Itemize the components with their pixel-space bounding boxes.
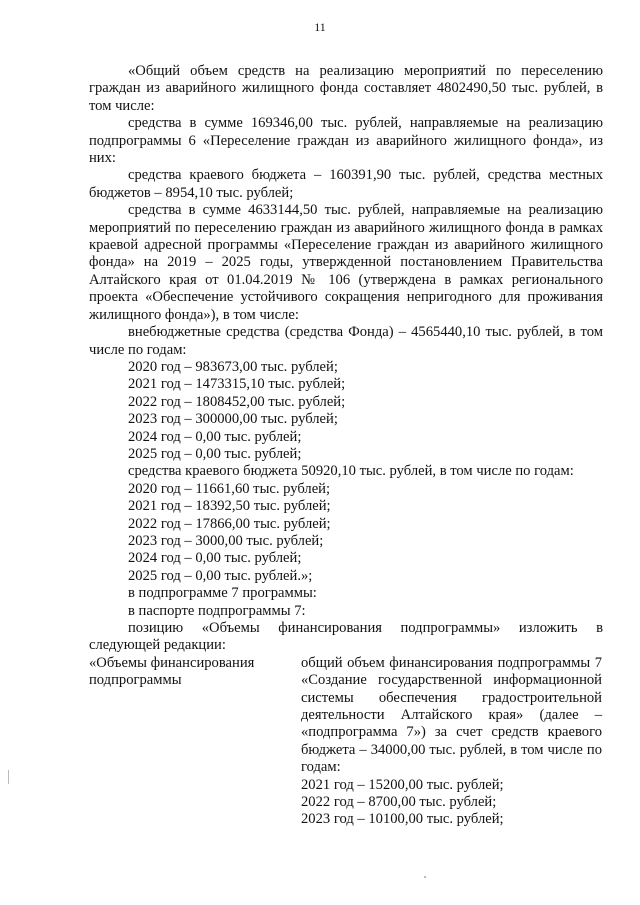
subprogram-7-line: в подпрограмме 7 программы: xyxy=(128,585,317,602)
table-year-item: 2021 год – 15200,00 тыс. рублей; xyxy=(301,776,504,793)
list-item: 2024 год – 0,00 тыс. рублей; xyxy=(128,550,302,567)
passport-line: в паспорте подпрограммы 7: xyxy=(128,602,306,619)
regional-budget-header: средства краевого бюджета 50920,10 тыс. рублей, в том числе по годам: xyxy=(128,463,574,480)
list-item: 2020 год – 983673,00 тыс. рублей; xyxy=(128,358,338,375)
list-item: 2025 год – 0,00 тыс. рублей; xyxy=(128,445,302,462)
paragraph-total-funds: «Общий объем средств на реализацию мероприятий по переселению граждан из аварийного жилищного фонда составляет 4802490,50 тыс. рублей, в том числе: xyxy=(89,63,603,114)
table-value-cell xyxy=(301,655,602,829)
scan-artifact xyxy=(424,876,426,878)
paragraph-subprogram-6-funds: средства в сумме 169346,00 тыс. рублей, направляемые на реализацию подпрограммы 6 «Переселение граждан из аварийного жилищного фонда», из них: xyxy=(89,115,603,167)
list-item: 2024 год – 0,00 тыс. рублей; xyxy=(128,428,302,445)
list-item: 2025 год – 0,00 тыс. рублей.»; xyxy=(128,567,313,584)
fund-years-list xyxy=(89,359,603,463)
table-value-text: общий объем финансирования подпрограммы 7 «Создание государственной информационной системы обеспечения градостроительной деятельности Алтайского края» (далее – «подпрограмма 7») за счет средств краевого бюджета – 34000,00 тыс. рублей, в том числе по годам: xyxy=(301,654,602,776)
scan-artifact xyxy=(8,770,9,784)
paragraph-position-edit: позицию «Объемы финансирования подпрограммы» изложить в следующей редакции: xyxy=(89,620,603,654)
list-item: 2021 год – 1473315,10 тыс. рублей; xyxy=(128,376,346,393)
list-item: 2021 год – 18392,50 тыс. рублей; xyxy=(128,498,331,515)
financing-table xyxy=(89,655,603,829)
table-label-cell: «Объемы финансирования подпрограммы xyxy=(89,654,255,689)
document-body xyxy=(89,63,603,829)
table-year-item: 2022 год – 8700,00 тыс. рублей; xyxy=(301,794,497,811)
table-year-item: 2023 год – 10100,00 тыс. рублей; xyxy=(301,811,504,828)
paragraph-extrabudgetary-funds: внебюджетные средства (средства Фонда) – 4565440,10 тыс. рублей, в том числе по годам: xyxy=(89,324,603,358)
regional-years-list xyxy=(89,481,603,585)
paragraph-resettlement-program: средства в сумме 4633144,50 тыс. рублей, направляемые на реализацию мероприятий по переселению граждан из аварийного жилищного фонда в рамках краевой адресной программы «Переселение граждан из аварийного жилищного фонда» на 2019 – 2025 годы, утвержденной постановлением Правительства Алтайского края от 01.04.2019 № 106 (утверждена в рамках регионального проекта «Обеспечение устойчивого сокращения непригодного для проживания жилищного фонда»), в том числе: xyxy=(89,202,603,323)
page-number: 11 xyxy=(314,20,326,34)
list-item: 2022 год – 1808452,00 тыс. рублей; xyxy=(128,393,346,410)
paragraph-budget-split: средства краевого бюджета – 160391,90 тыс. рублей, средства местных бюджетов – 8954,10 тыс. рублей; xyxy=(89,167,603,201)
list-item: 2023 год – 3000,00 тыс. рублей; xyxy=(128,532,324,549)
list-item: 2023 год – 300000,00 тыс. рублей; xyxy=(128,411,338,428)
list-item: 2020 год – 11661,60 тыс. рублей; xyxy=(128,480,331,497)
list-item: 2022 год – 17866,00 тыс. рублей; xyxy=(128,515,331,532)
